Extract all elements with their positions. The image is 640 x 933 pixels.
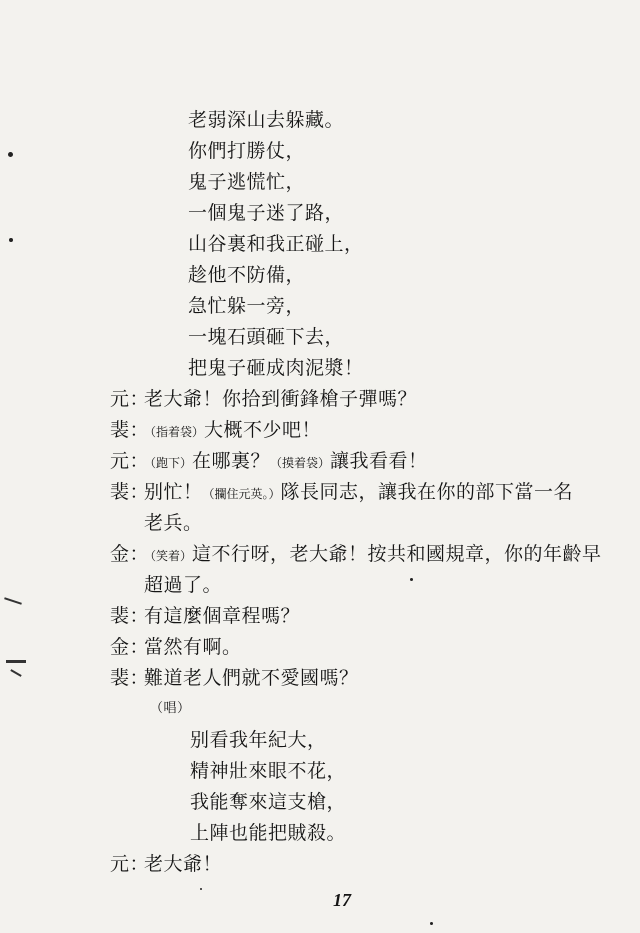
stage-direction: （攔住元英。） (202, 487, 281, 501)
dialogue-line (110, 604, 300, 628)
speaker-label: 裴： (110, 481, 150, 503)
dialogue-text: 難道老人們就不愛國嗎？ (144, 667, 359, 689)
dialogue-text: 讓我看看！ (330, 450, 428, 472)
sing-note: （唱） (150, 701, 191, 716)
dialogue-line (110, 542, 602, 568)
verse-line: 上陣也能把賊殺。 (190, 822, 347, 844)
speaker-label: 元： (110, 388, 150, 410)
dialogue-text: 老大爺！你拾到衝鋒槍子彈嗎？ (144, 388, 418, 410)
dialogue-continuation: 超過了。 (144, 574, 223, 596)
margin-mark (6, 660, 26, 663)
dialogue-text: 别忙！ (144, 481, 203, 503)
speaker-label: 裴： (110, 667, 150, 689)
dialogue-text: 當然有啊。 (144, 636, 242, 658)
verse-line: 鬼子逃慌忙， (188, 171, 306, 193)
scan-speck (200, 888, 202, 890)
dialogue-text: 在哪裏？ (192, 450, 271, 472)
verse-line: 我能奪來這支槍， (190, 791, 347, 813)
dialogue-line (110, 418, 321, 444)
verse-line: 山谷裏和我正碰上， (188, 233, 364, 255)
dialogue-text: 大概不少吧！ (204, 419, 322, 441)
verse-line: 一個鬼子迷了路， (188, 202, 345, 224)
speaker-label: 金： (110, 636, 150, 658)
speaker-label: 元： (110, 853, 150, 875)
verse-line: 一塊石頭砸下去， (188, 326, 345, 348)
dialogue-text: 有這麼個章程嗎？ (144, 605, 301, 627)
speaker-label: 元： (110, 450, 150, 472)
dialogue-line (110, 852, 222, 876)
speaker-label: 金： (110, 543, 150, 565)
dialogue-continuation: 老兵。 (144, 512, 203, 534)
verse-line: 趁他不防備， (188, 264, 306, 286)
verse-line: 精神壯來眼不花， (190, 760, 347, 782)
stage-direction: （指着袋） (144, 425, 205, 439)
verse-line: 急忙躲一旁， (188, 295, 306, 317)
dialogue-line (110, 635, 242, 659)
dialogue-line (110, 666, 359, 690)
scan-speck (430, 922, 433, 925)
stage-direction: （摸着袋） (270, 456, 331, 470)
verse-line: 把鬼子砸成肉泥漿！ (188, 357, 364, 379)
margin-mark (10, 669, 21, 677)
stage-direction: （跑下） (144, 456, 193, 470)
page-number: 17 (333, 890, 351, 910)
scan-speck (8, 152, 13, 157)
verse-line: 你們打勝仗， (188, 140, 306, 162)
scan-speck (9, 238, 13, 242)
dialogue-line (110, 480, 573, 506)
stage-direction: （笑着） (144, 549, 193, 563)
dialogue-line (110, 449, 428, 475)
dialogue-line (110, 387, 417, 411)
verse-line: 别看我年紀大， (190, 729, 327, 751)
verse-line: 老弱深山去躲藏。 (188, 109, 345, 131)
margin-mark (4, 597, 22, 604)
dialogue-text: 隊長同志，讓我在你的部下當一名 (280, 481, 574, 503)
speaker-label: 裴： (110, 605, 150, 627)
speaker-label: 裴： (110, 419, 150, 441)
dialogue-text: 這不行呀，老大爺！按共和國規章，你的年齡早 (192, 543, 602, 565)
scan-speck (410, 578, 413, 581)
dialogue-text: 老大爺！ (144, 853, 223, 875)
